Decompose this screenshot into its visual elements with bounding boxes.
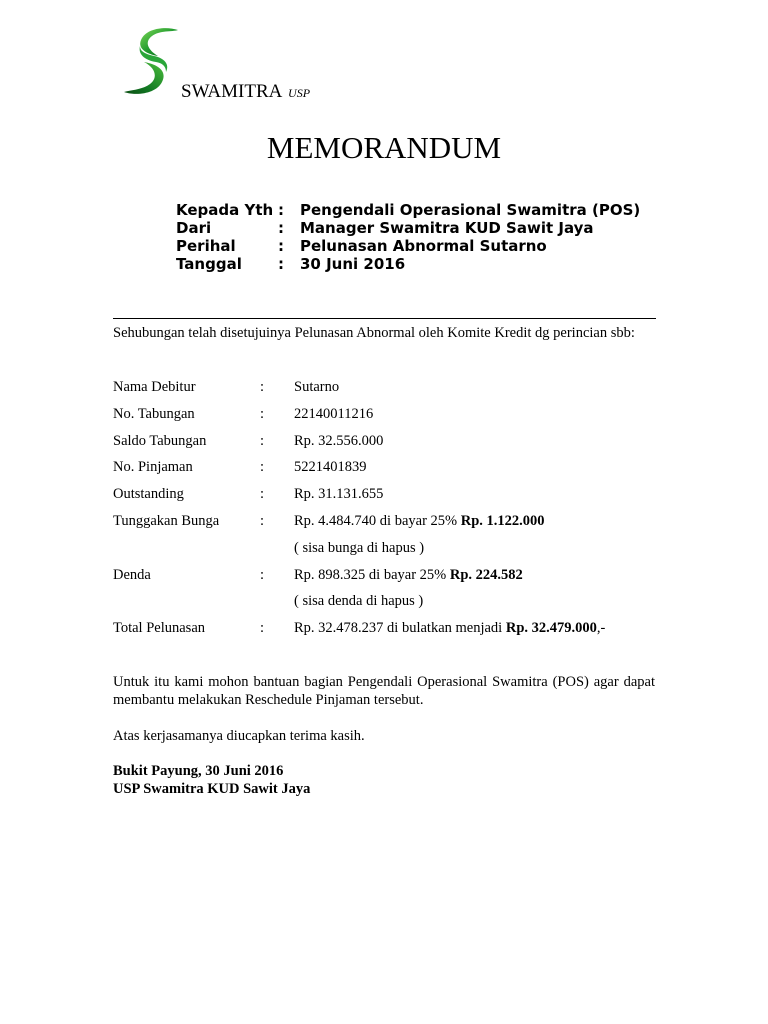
detail-colon: :: [260, 566, 265, 583]
detail-row-denda-note: [113, 588, 605, 615]
detail-row-bunga: [113, 508, 605, 535]
detail-colon: :: [260, 459, 265, 476]
page-title: MEMORANDUM: [266, 130, 502, 165]
detail-value: 22140011216: [294, 405, 374, 422]
detail-colon: :: [260, 405, 265, 422]
detail-colon: :: [260, 512, 265, 529]
denda-note: ( sisa denda di hapus ): [294, 593, 424, 610]
denda-amount: Rp. 224.582: [449, 566, 523, 583]
header-row-kepada: [176, 201, 640, 219]
detail-label: Total Pelunasan: [113, 620, 206, 637]
header-value: Pelunasan Abnormal Sutarno: [300, 237, 547, 255]
total-amount: Rp. 32.479.000: [505, 620, 597, 637]
detail-label: Outstanding: [113, 486, 184, 503]
detail-colon: :: [260, 620, 265, 637]
detail-value: [294, 508, 545, 535]
swamitra-logo-icon: [118, 24, 184, 96]
detail-value: 5221401839: [294, 459, 367, 476]
detail-label: Saldo Tabungan: [113, 432, 207, 449]
detail-label-empty: [113, 588, 260, 615]
detail-colon: :: [260, 379, 265, 395]
detail-row-denda: [113, 562, 605, 589]
bunga-note: ( sisa bunga di hapus ): [294, 539, 425, 556]
detail-value: Rp. 32.556.000: [294, 432, 384, 449]
detail-row-pinjaman: [113, 454, 605, 481]
detail-row-bunga-note: [113, 535, 605, 562]
brand-name: [181, 80, 310, 105]
intro-paragraph: Sehubungan telah disetujuinya Pelunasan Abnormal oleh Komite Kredit dg perincian sbb:: [113, 325, 635, 341]
header-row-dari: [176, 219, 640, 237]
detail-row-saldo: [113, 428, 605, 455]
detail-label: Denda: [113, 566, 151, 583]
detail-label: No. Pinjaman: [113, 459, 193, 476]
detail-label: No. Tabungan: [113, 405, 195, 422]
detail-label: Tunggakan Bunga: [113, 512, 220, 529]
detail-value: [294, 615, 605, 642]
detail-colon-empty: [260, 588, 294, 615]
header-label: Perihal: [176, 237, 236, 255]
details-table: [113, 374, 605, 642]
header-colon: :: [278, 201, 284, 219]
signature-block: [113, 762, 655, 798]
thanks-paragraph: Atas kerjasamanya diucapkan terima kasih.: [113, 728, 365, 744]
header-label: Tanggal: [176, 255, 242, 273]
header-label: Dari: [176, 219, 212, 237]
detail-colon: :: [260, 432, 265, 449]
detail-colon-empty: [260, 535, 294, 562]
detail-row-total: [113, 615, 605, 642]
detail-row-outstanding: [113, 481, 605, 508]
brand-subtitle: USP: [288, 86, 311, 100]
header-row-perihal: [176, 237, 640, 255]
denda-text: Rp. 898.325 di bayar 25%: [294, 566, 450, 583]
detail-colon: :: [260, 486, 265, 503]
detail-value: Sutarno: [294, 379, 340, 395]
header-value: Pengendali Operasional Swamitra (POS): [300, 201, 641, 219]
signature-place-date: Bukit Payung, 30 Juni 2016: [113, 763, 284, 779]
total-text: Rp. 32.478.237 di bulatkan menjadi: [294, 620, 506, 637]
detail-label-empty: [113, 535, 260, 562]
detail-label: Nama Debitur: [113, 379, 196, 395]
header-divider: [113, 318, 656, 319]
header-colon: :: [278, 237, 284, 255]
header-value: Manager Swamitra KUD Sawit Jaya: [300, 219, 594, 237]
memo-header: [176, 201, 640, 273]
detail-row-nama: [113, 374, 605, 401]
detail-row-tabungan: [113, 401, 605, 428]
header-value: 30 Juni 2016: [300, 255, 406, 273]
total-suffix: ,-: [596, 620, 606, 637]
header-label: Kepada Yth: [176, 201, 274, 219]
signature-org: USP Swamitra KUD Sawit Jaya: [113, 781, 311, 797]
request-paragraph: Untuk itu kami mohon bantuan bagian Pengendali Operasional Swamitra (POS) agar dapat membantu melakukan Reschedule Pinjaman tersebut.: [113, 674, 655, 708]
bunga-amount: Rp. 1.122.000: [460, 512, 545, 529]
header-colon: :: [278, 255, 284, 273]
detail-value: [294, 562, 523, 589]
detail-value: Rp. 31.131.655: [294, 486, 384, 503]
bunga-text: Rp. 4.484.740 di bayar 25%: [294, 512, 461, 529]
brand-title: SWAMITRA: [181, 81, 282, 102]
header-colon: :: [278, 219, 284, 237]
header-row-tanggal: [176, 255, 640, 273]
